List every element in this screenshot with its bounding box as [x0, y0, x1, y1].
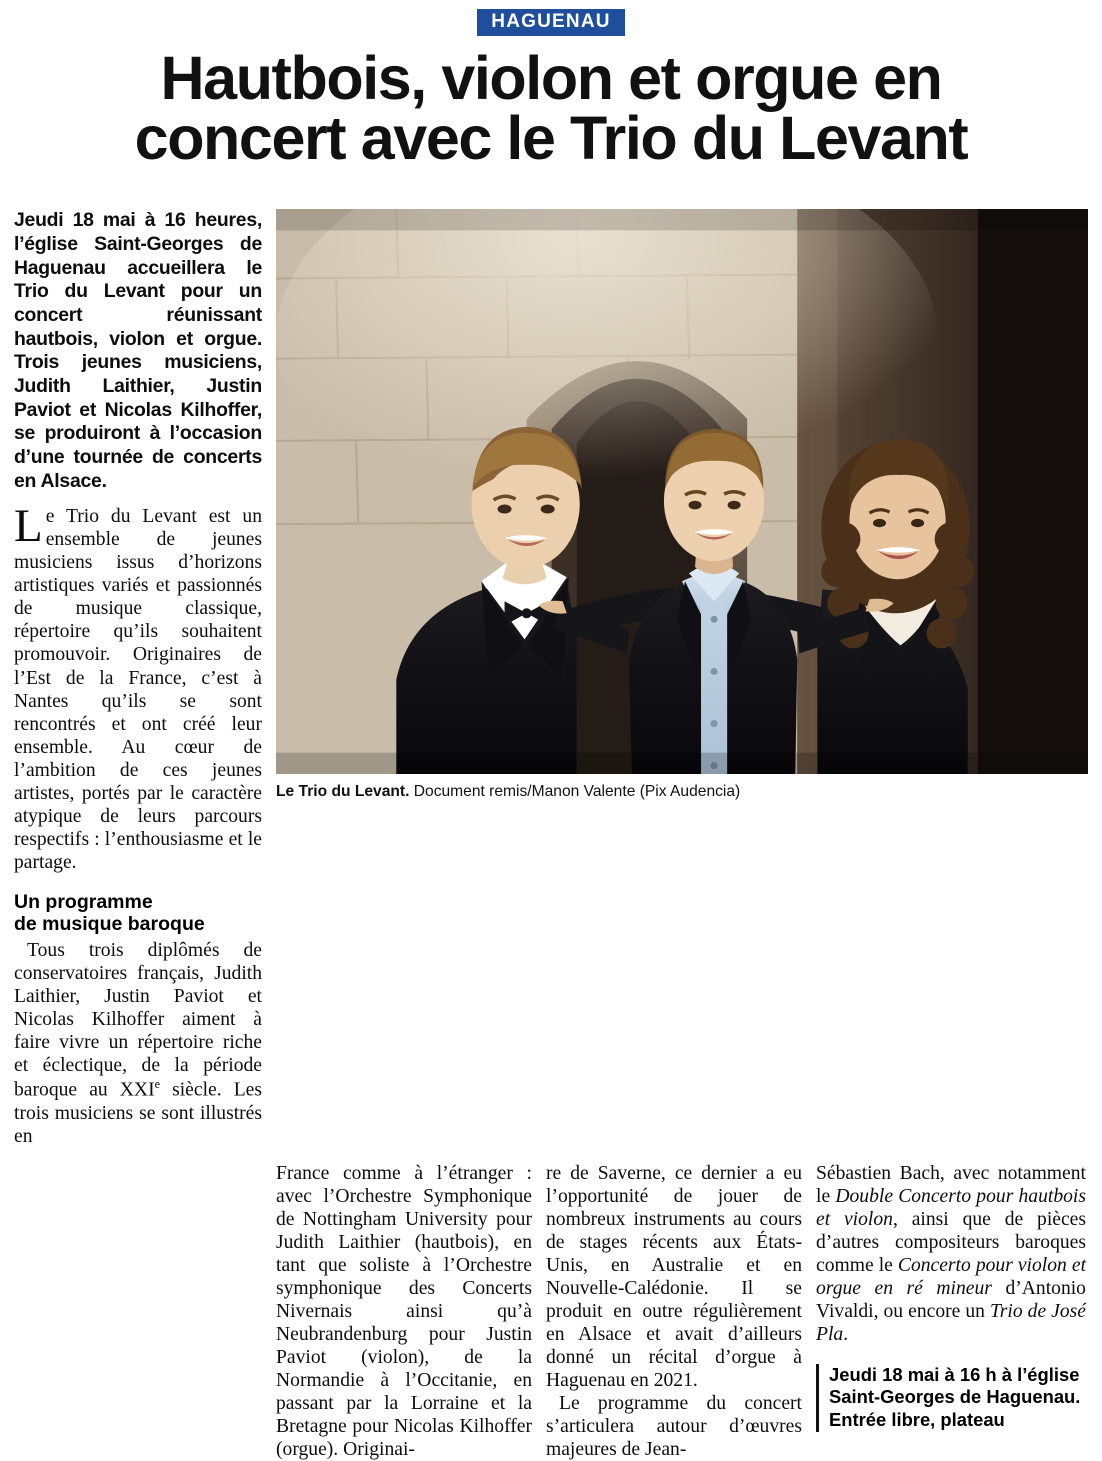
section-kicker: HAGUENAU	[477, 9, 624, 36]
kicker-container	[14, 0, 1088, 36]
article-photo	[276, 209, 1088, 774]
paragraph-two	[14, 939, 262, 1148]
photo-caption	[276, 783, 1088, 802]
lower-columns	[14, 1162, 1088, 1461]
subheading-line-2: de musique baroque	[14, 913, 205, 936]
caption-lead: Le Trio du Levant.	[276, 783, 410, 801]
article-body	[14, 209, 1088, 1460]
column-one-top	[14, 209, 276, 1147]
column-two-paragraph: France comme à l’étranger : avec l’Orchestre Symphonique de Nottingham University pour Judith Laithier (hautbois), en tant que soliste à l’Orchestre symphonique des Concerts Nivernais ainsi qu’à Neubrandenburg pour Justin Paviot (violon), de la Normandie à l’Occitanie, en passant par la Lorraine et la Bretagne pour Nicolas Kilhoffer (orgue). Originai-	[276, 1162, 532, 1460]
paragraph-one-text: e Trio du Levant est un ensemble de jeunes musiciens issus d’horizons artistiques variés et passionnés de musique classique, répertoire qu’ils souhaitent promouvoir. Originaires de l’Est de la France, c’est à Nantes qu’ils se sont rencontrés et ont créé leur ensemble. Au cœur de l’ambition de ces jeunes artistes, portés par le caractère atypique de leurs parcours respectifs : l’enthousiasme et le partage.	[14, 506, 262, 873]
ordinal-superscript: e	[154, 1076, 161, 1091]
practical-info-box: Jeudi 18 mai à 16 h à l’église Saint-Georges de Haguenau. Entrée libre, plateau	[816, 1364, 1086, 1432]
lead-paragraph: Jeudi 18 mai à 16 heures, l’église Saint-Georges de Haguenau accueillera le Trio du Levant pour un concert réunissant hautbois, violon et orgue. Trois jeunes musiciens, Judith Laithier, Justin Paviot et Nicolas Kilhoffer, se produiront à l’occasion d’une tournée de concerts en Alsace.	[14, 209, 262, 492]
column-three-paragraph-2: Le programme du concert s’articulera autour d’œuvres majeures de Jean-	[546, 1392, 802, 1460]
column-three-paragraph-1: re de Saverne, ce dernier a eu l’opportunité de jouer de nombreux instruments au cours de stages récents aux États-Unis, en Australie et en Nouvelle-Calédonie. Il se produit en outre régulièrement en Alsace et avait d’ailleurs donné un récital d’orgue à Haguenau en 2021.	[546, 1162, 802, 1391]
headline-line-1: Hautbois, violon et orgue en	[160, 43, 942, 112]
subheading	[14, 891, 262, 936]
column-four-body	[816, 1162, 1086, 1346]
cf-part-3: d’Antonio Vivaldi, ou encore un	[816, 1277, 1086, 1322]
paragraph-two-text-end: siècle. Les trois musiciens se sont illustrés en	[14, 1079, 262, 1147]
paragraph-with-dropcap	[14, 500, 262, 873]
caption-credit: Document remis/Manon Valente (Pix Audencia)	[409, 783, 741, 801]
top-row	[14, 209, 1088, 1147]
photo-illustration	[276, 209, 1088, 774]
column-two	[276, 1162, 546, 1461]
work-title-3: Trio de José Pla	[816, 1300, 1086, 1345]
cf-part-2: , ainsi que de pièces d’autres compositeurs baroques comme le	[816, 1208, 1086, 1276]
column-one-body-2	[14, 939, 262, 1148]
drop-cap: L	[14, 500, 43, 553]
cf-part-4: .	[843, 1323, 849, 1345]
column-four	[816, 1162, 1086, 1433]
column-three	[546, 1162, 816, 1461]
paragraph-two-text: Tous trois diplômés de conservatoires français, Judith Laithier, Justin Paviot et Nicolas Kilhoffer aiment à faire vivre un répertoire riche et éclectique, de la période baroque au XXI	[14, 939, 262, 1101]
headline-line-2: concert avec le Trio du Levant	[134, 103, 968, 172]
work-title-2: Concerto pour violon et orgue en ré mineur	[816, 1254, 1087, 1299]
cf-part-1: Sébastien Bach, avec notamment le	[816, 1162, 1086, 1207]
column-one-body	[14, 500, 262, 873]
page-title	[14, 43, 1088, 172]
work-title-1: Double Concerto pour hautbois et violon	[816, 1185, 1086, 1230]
subheading-line-1: Un programme	[14, 890, 153, 913]
column-four-paragraph	[816, 1162, 1086, 1346]
photo-column	[276, 209, 1088, 802]
